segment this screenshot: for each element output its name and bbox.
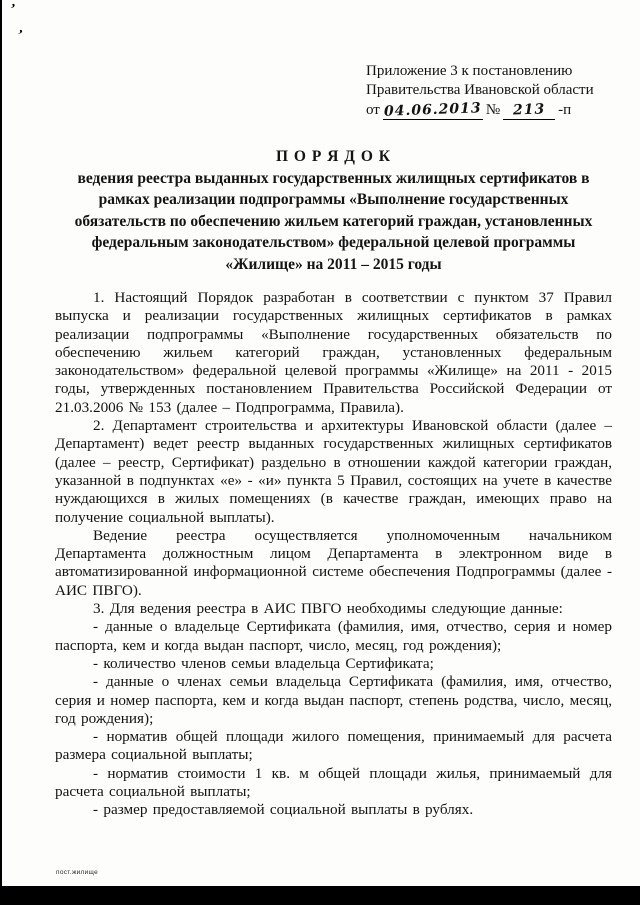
paragraph: 2. Департамент строительства и архитектуры Ивановской области (далее – Департамент) ведет реестр выданных государственных жилищных сертификатов (далее – реестр, Сертификат) раздельно в отношении каждой категории граждан, указанной в подпунктах «е» - «и» пункта 5 Правил, состоящих на учете в качестве нуждающихся в жилых помещениях (в качестве граждан, имеющих право на получение социальной выплаты). <box>55 417 612 526</box>
document-body <box>55 289 612 820</box>
list-item-paragraph: - данные о членах семьи владельца Сертификата (фамилия, имя, отчество, серия и номер паспорта, кем и когда выдан паспорт, степень родства, число, месяц, год рождения); <box>55 673 612 727</box>
document-header <box>366 62 616 120</box>
handwritten-date: 04.06.2013 <box>383 99 482 120</box>
header-reference-line <box>366 101 616 120</box>
scan-bottom-black-bar <box>0 886 640 905</box>
paragraph: 1. Настоящий Порядок разработан в соответствии с пунктом 37 Правил выпуска и реализации государственных жилищных сертификатов в рамках реализации подпрограммы «Выполнение государственных обязательств по обеспечению жильем категорий граждан, установленных федеральным законодательством» федеральной целевой программы «Жилище» на 2011 - 2015 годы, утвержденных постановлением Правительства Российской Федерации от 21.03.2006 № 153 (далее – Подпрограмма, Правила). <box>55 289 612 416</box>
list-item-paragraph: - данные о владельце Сертификата (фамилия, имя, отчество, серия и номер паспорта, кем и когда выдан паспорт, число, месяц, год рождения); <box>55 618 612 654</box>
scan-left-edge-line <box>0 0 2 905</box>
list-item-paragraph: - норматив общей площади жилого помещения, принимаемый для расчета размера социальной выплаты; <box>55 728 612 764</box>
header-line-government: Правительства Ивановской области <box>366 81 594 98</box>
title-subject-text: ведения реестра выданных государственных жилищных сертификатов в рамках реализации подпрограммы «Выполнение государственных обязательств по обеспечению жильем категорий граждан, установленных федеральным законодательством» федеральной целевой программы «Жилище» на 2011 – 2015 годы <box>74 169 593 273</box>
number-suffix: -п <box>558 102 572 118</box>
date-underline <box>383 99 483 120</box>
header-line-appendix: Приложение 3 к постановлению <box>366 63 573 79</box>
footer-file-label: пост.жилище <box>56 869 99 876</box>
handwritten-number: 213 <box>512 100 546 119</box>
document-title <box>55 146 612 275</box>
number-underline <box>503 102 555 120</box>
from-label: от <box>366 102 380 118</box>
title-word-poryadok: П О Р Я Д О К <box>276 148 391 165</box>
list-item-paragraph: - размер предоставляемой социальной выплаты в рублях. <box>93 801 474 819</box>
scan-speck: ’ <box>8 1 17 18</box>
list-item-paragraph: - норматив стоимости 1 кв. м общей площади жилья, принимаемый для расчета социальной выплаты; <box>55 764 612 801</box>
paragraph: 3. Для ведения реестра в АИС ПВГО необходимы следующие данные: <box>93 600 563 618</box>
scan-speck: ’ <box>14 27 25 44</box>
number-sign-label: № <box>485 102 501 118</box>
paragraph: Ведение реестра осуществляется уполномоченным начальником Департамента должностным лицом Департамента в электронном виде в автоматизированной информационной системе обеспечения Подпрограммы (далее - АИС ПВГО). <box>55 526 612 599</box>
list-item-paragraph: - количество членов семьи владельца Сертификата; <box>93 654 434 672</box>
